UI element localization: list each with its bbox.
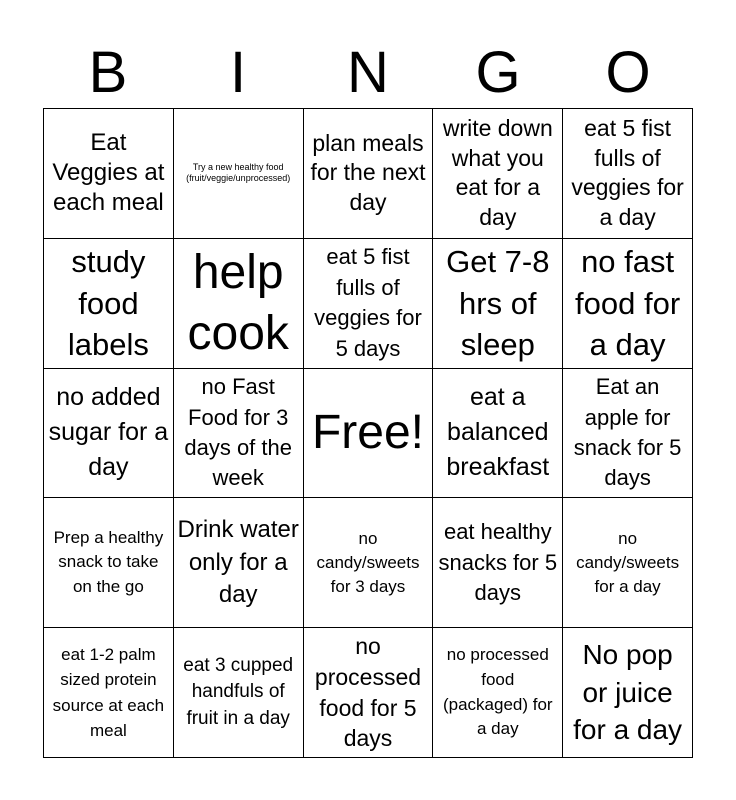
cell-text: Eat Veggies at each meal [52,129,165,217]
header-letter-n: N [347,40,389,105]
header-letter-o: O [605,40,651,105]
bingo-cell[interactable] [304,628,434,758]
bingo-cell[interactable] [433,239,563,369]
bingo-cell[interactable] [44,628,174,758]
cell-text: eat healthy snacks for 5 days [438,519,558,605]
cell-text: help cook [187,245,289,361]
cell-text: Prep a healthy snack to take on the go [53,527,164,597]
bingo-cell[interactable] [44,369,174,499]
cell-text: Try a new healthy food (fruit/veggie/unprocessed) [186,161,291,184]
cell-text: Drink water only for a day [177,516,299,608]
cell-text: Eat an apple for snack for 5 days [573,374,682,491]
cell-text: No pop or juice for a day [573,638,683,746]
bingo-cell[interactable] [44,109,174,239]
bingo-cell[interactable] [433,369,563,499]
bingo-cell[interactable] [174,369,304,499]
bingo-cell[interactable] [433,498,563,628]
cell-text: no processed food (packaged) for a day [442,645,553,739]
bingo-cell[interactable] [44,239,174,369]
cell-text: no candy/sweets for a day [576,529,680,596]
cell-text: no fast food for a day [575,244,681,362]
header-letter-i: I [229,40,247,105]
cell-text: eat 3 cupped handfuls of fruit in a day [183,654,294,729]
bingo-cell[interactable] [563,498,693,628]
cell-text: write down what you eat for a day [442,114,553,231]
cell-text: eat a balanced breakfast [446,383,550,482]
bingo-cell[interactable] [44,498,174,628]
bingo-cell[interactable] [304,109,434,239]
bingo-cell[interactable] [304,498,434,628]
bingo-cell[interactable] [433,109,563,239]
cell-text: no added sugar for a day [48,383,169,482]
cell-text: eat 1-2 palm sized protein source at each meal [52,644,165,741]
bingo-cell[interactable] [174,239,304,369]
free-space[interactable] [304,369,434,499]
bingo-cell[interactable] [563,239,693,369]
cell-text: eat 5 fist fulls of veggies for 5 days [314,244,422,361]
cell-text: Get 7-8 hrs of sleep [446,244,550,362]
bingo-cell[interactable] [174,109,304,239]
bingo-cell[interactable] [174,498,304,628]
cell-text: no candy/sweets for 3 days [316,529,420,596]
header-letter-b: B [88,40,128,105]
header-letter-g: G [475,40,521,105]
cell-text: study food labels [67,244,149,362]
bingo-cell[interactable] [563,109,693,239]
bingo-header [43,40,693,106]
cell-text: no Fast Food for 3 days of the week [184,374,292,491]
bingo-cell[interactable] [563,628,693,758]
bingo-cell[interactable] [433,628,563,758]
bingo-cell[interactable] [563,369,693,499]
cell-text: no processed food for 5 days [314,633,422,752]
cell-text: Free! [311,406,424,460]
bingo-cell[interactable] [304,239,434,369]
bingo-cell[interactable] [174,628,304,758]
cell-text: plan meals for the next day [310,129,426,216]
cell-text: eat 5 fist fulls of veggies for a day [571,114,684,231]
bingo-board [43,108,693,758]
